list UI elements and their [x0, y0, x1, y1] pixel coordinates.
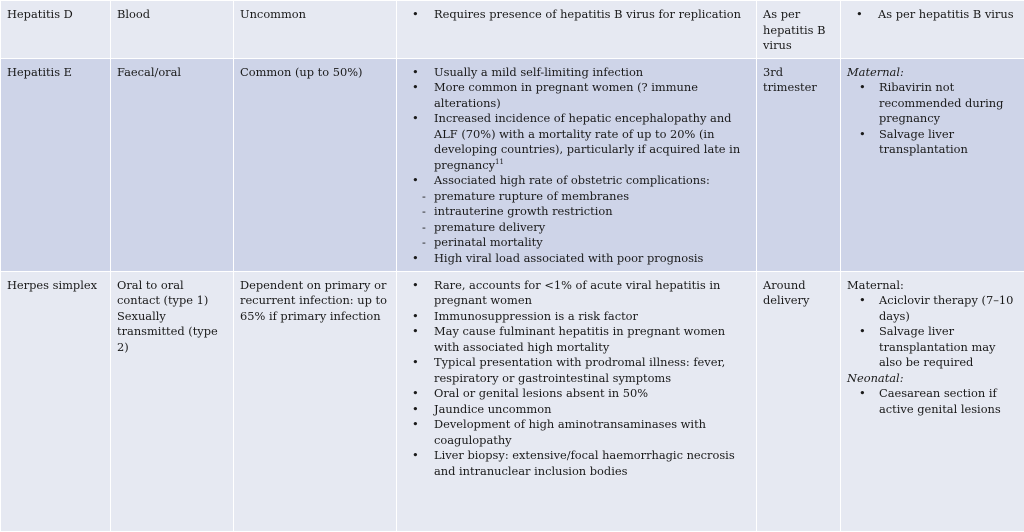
table-row-hepatitis-e [1, 58, 1024, 271]
management-item: • Salvage liver transplantation [847, 127, 1018, 158]
management-item: • Caesarean section if active genital lesions [847, 386, 1018, 417]
features-cell [397, 1, 757, 59]
management-item: • Aciclovir therapy (7–10 days) [847, 293, 1018, 324]
frequency-text: Uncommon [240, 7, 306, 21]
management-list [847, 293, 1018, 371]
transmission-text: Sexually transmitted (type 2) [117, 308, 218, 354]
management-list [847, 80, 1018, 158]
management-list [847, 386, 1018, 417]
condition-cell [1, 58, 111, 271]
timing-cell [757, 58, 841, 271]
management-cell [841, 1, 1024, 59]
condition-name: Herpes simplex [7, 277, 98, 292]
frequency-cell [234, 271, 397, 532]
condition-name: Hepatitis D [7, 7, 73, 21]
feature-item: • Usually a mild self-limiting infection [403, 65, 750, 81]
table-row-herpes-simplex [1, 271, 1024, 532]
transmission-text: Blood [117, 7, 151, 21]
management-cell [841, 58, 1024, 271]
feature-subitem: - intrauterine growth restriction [403, 204, 750, 220]
transmission-cell [111, 58, 234, 271]
management-item: • As per hepatitis B virus [847, 7, 1018, 23]
transmission-text: Oral to oral contact (type 1) [117, 277, 209, 307]
condition-cell [1, 1, 111, 59]
timing-cell [757, 271, 841, 532]
feature-subitem: - perinatal mortality [403, 235, 750, 251]
feature-subitem: - premature delivery [403, 220, 750, 236]
timing-text: Around delivery [763, 277, 810, 307]
management-item: • Ribavirin not recommended during pregnancy [847, 80, 1018, 127]
reference-superscript: 11 [495, 157, 504, 166]
condition-cell [1, 271, 111, 532]
timing-cell [757, 1, 841, 59]
transmission-text: Faecal/oral [117, 64, 182, 79]
frequency-text: Common (up to 50%) [240, 64, 363, 79]
feature-item: • Liver biopsy: extensive/focal haemorrhagic necrosis and intranuclear inclusion bodies [403, 448, 750, 479]
feature-item: • Jaundice uncommon [403, 402, 750, 418]
management-item: • Salvage liver transplantation may also be required [847, 324, 1018, 371]
feature-item: • Development of high aminotransaminases with coagulopathy [403, 417, 750, 448]
feature-item: • Associated high rate of obstetric complications: [403, 173, 750, 189]
feature-item: • Typical presentation with prodromal illness: fever, respiratory or gastrointestinal symptoms [403, 355, 750, 386]
timing-text: 3rd trimester [763, 64, 817, 94]
features-list [403, 7, 750, 23]
condition-name: Hepatitis E [7, 64, 72, 79]
management-cell [841, 271, 1024, 532]
table-row-hepatitis-d [1, 1, 1024, 59]
feature-item [403, 111, 750, 173]
feature-item: • Immunosuppression is a risk factor [403, 309, 750, 325]
frequency-cell [234, 1, 397, 59]
feature-item: • Requires presence of hepatitis B virus for replication [403, 7, 750, 23]
management-group-label: Maternal: [847, 277, 904, 292]
feature-subitem: - premature rupture of membranes [403, 189, 750, 205]
feature-item: • Oral or genital lesions absent in 50% [403, 386, 750, 402]
transmission-cell [111, 271, 234, 532]
feature-item: • May cause fulminant hepatitis in pregnant women with associated high mortality [403, 324, 750, 355]
features-cell [397, 58, 757, 271]
features-cell [397, 271, 757, 532]
frequency-text: Dependent on primary or recurrent infection: up to 65% if primary infection [240, 277, 387, 323]
feature-item-text: Increased incidence of hepatic encephalopathy and ALF (70%) with a mortality rate of up to 20% (in developing countries), particularly if acquired late in pregnancy [434, 111, 741, 172]
transmission-cell [111, 1, 234, 59]
management-list [847, 7, 1018, 23]
management-group-label: Maternal: [847, 64, 904, 79]
timing-text: As per hepatitis B virus [763, 7, 826, 52]
feature-item: • High viral load associated with poor prognosis [403, 251, 750, 267]
frequency-cell [234, 58, 397, 271]
management-group-label: Neonatal: [847, 370, 904, 385]
feature-item: • More common in pregnant women (? immune alterations) [403, 80, 750, 111]
features-list [403, 278, 750, 480]
features-list [403, 65, 750, 267]
feature-item: • Rare, accounts for <1% of acute viral hepatitis in pregnant women [403, 278, 750, 309]
